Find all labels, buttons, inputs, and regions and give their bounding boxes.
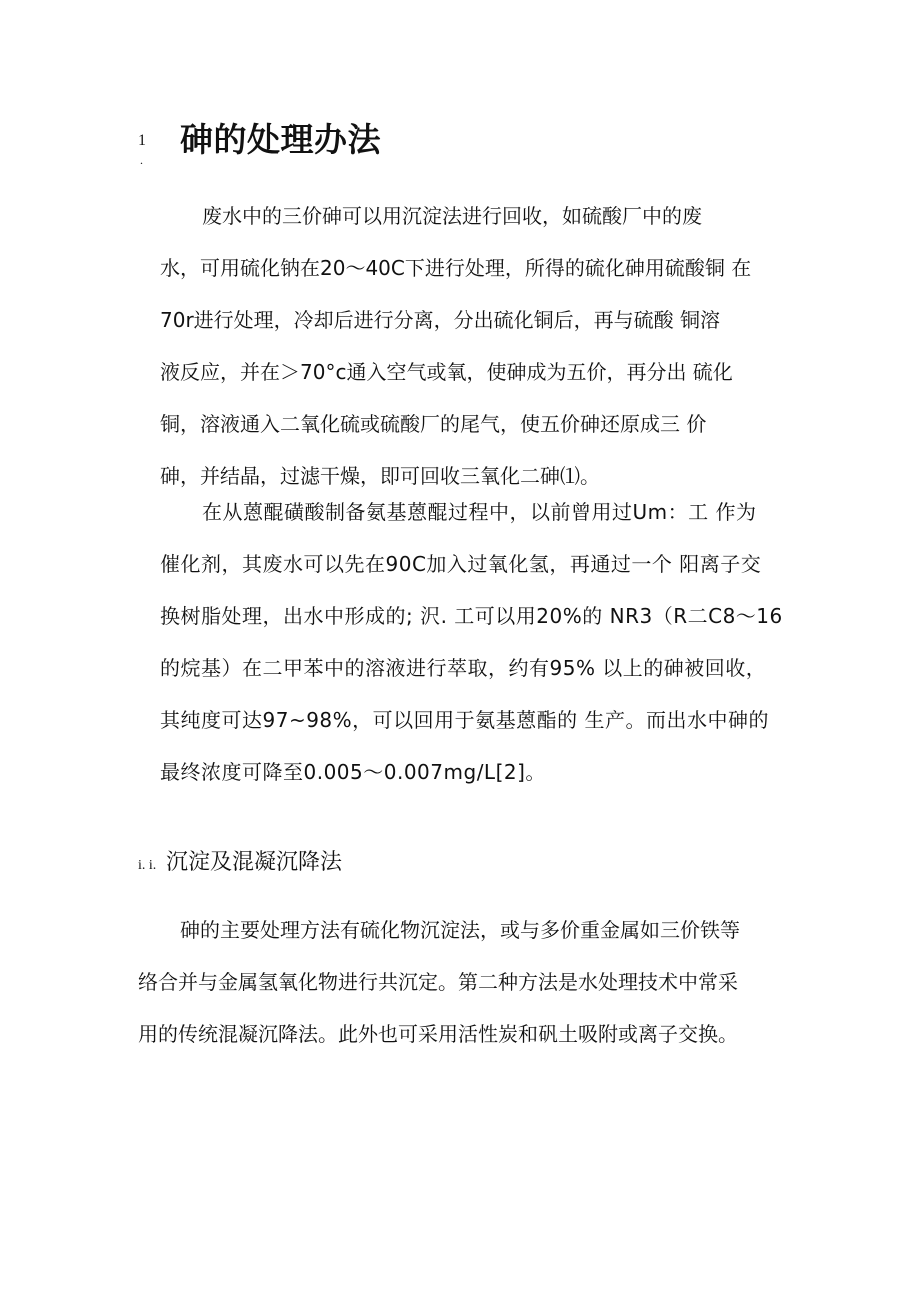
paragraph-precipitation-methods <box>138 904 740 1060</box>
paragraph-line: 络合并与金属氢氧化物进行共沉定。第二种方法是水处理技术中常采 <box>138 970 738 994</box>
paragraph-anthraquinone-process <box>160 486 783 798</box>
paragraph-line: 水，可用硫化钠在20〜40C下进行处理，所得的硫化砷用硫酸铜 在 <box>160 256 752 280</box>
paragraph-line: 70r进行处理，冷却后进行分离，分出硫化铜后，再与硫酸 铜溶 <box>160 308 721 332</box>
paragraph-line: 在从蒽醌磺酸制备氨基蒽醌过程中，以前曾用过Um：工 作为 <box>202 500 757 524</box>
paragraph-line: 废水中的三价砷可以用沉淀法进行回收，如硫酸厂中的废 <box>202 204 702 228</box>
subsection-number: i. i. <box>138 858 157 873</box>
paragraph-line: 其纯度可达97~98%，可以回用于氨基蒽酯的 生产。而出水中砷的 <box>160 708 770 732</box>
paragraph-line: 的烷基）在二甲苯中的溶液进行萃取，约有95% 以上的砷被回收， <box>160 656 767 680</box>
subsection-heading: 沉淀及混凝沉降法 <box>166 850 343 875</box>
paragraph-line: 铜，溶液通入二氧化硫或硫酸厂的尾气，使五价砷还原成三 价 <box>160 412 707 436</box>
heading-number: 1 <box>138 132 146 149</box>
paragraph-line: 换树脂处理，出水中形成的; 沢. 工可以用20%的 NR3（R二C8〜16 <box>160 604 783 628</box>
paragraph-line: 砷的主要处理方法有硫化物沉淀法，或与多价重金属如三价铁等 <box>180 918 740 942</box>
paragraph-line: 用的传统混凝沉降法。此外也可采用活性炭和矾土吸附或离子交换。 <box>138 1022 738 1046</box>
paragraph-arsenic-recovery <box>160 190 751 502</box>
paragraph-line: 砷，并结晶，过滤干燥，即可回收三氧化二砷⑴。 <box>160 464 600 488</box>
paragraph-line: 液反应，并在＞70°c通入空气或氧，使砷成为五价，再分出 硫化 <box>160 360 733 384</box>
section-heading: 砷的处理办法 <box>180 120 381 159</box>
paragraph-line: 最终浓度可降至0.005〜0.007mg/L[2]。 <box>160 760 546 784</box>
heading-dot: . <box>140 153 143 167</box>
paragraph-line: 催化剂，其废水可以先在90C加入过氧化氢，再通过一个 阳离子交 <box>160 552 762 576</box>
